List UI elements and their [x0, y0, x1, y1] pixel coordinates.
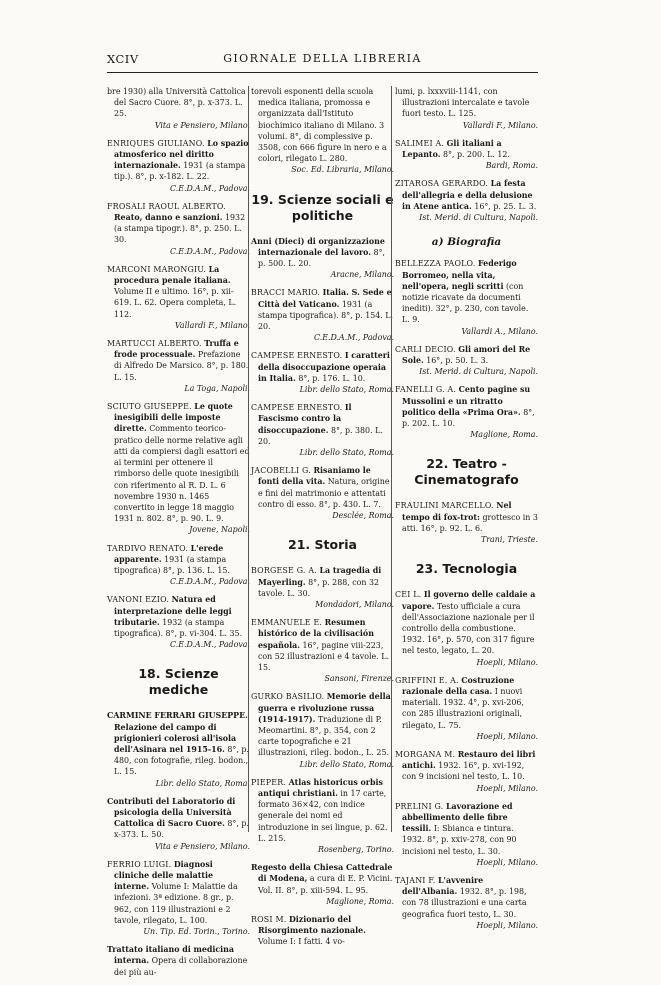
bibliography-entry	[107, 859, 250, 937]
entry-publisher: Hoepli, Milano.	[476, 657, 538, 667]
entry-publisher: Vita e Pensiero, Milano.	[154, 841, 250, 851]
bibliography-entry	[251, 777, 394, 855]
entry-details: 16°, pagine viii-223, con 52 illustrazioni e 4 tavole. L. 15.	[258, 640, 389, 672]
entry-text	[107, 401, 250, 524]
bibliography-entry	[107, 594, 250, 650]
entry-publisher: Maglione, Roma.	[470, 430, 538, 440]
bibliography-entry	[395, 875, 538, 931]
entry-text	[107, 338, 250, 383]
entry-text	[251, 86, 394, 164]
entry-text	[251, 617, 394, 673]
entry-title: Le quote inesigibili delle imposte dirette.	[114, 402, 233, 434]
entry-publisher: C.E.D.A.M., Padova.	[169, 246, 250, 256]
entry-author: VANONI EZIO.	[107, 595, 170, 605]
entry-publisher: Hoepli, Milano.	[476, 920, 538, 930]
entry-publisher: C.E.D.A.M., Padova.	[313, 333, 394, 343]
entry-details: Volume I: Malattie da infezioni. 3ª edizione. 8 gr., p. 962, con 119 illustrazioni e 2 tavole, rilegato, L. 100.	[114, 882, 238, 925]
entry-details: torevoli esponenti della scuola medica italiana, promossa e organizzata dall'Istituto biochimico italiano di Milano. 3 volumi. 8°, di complessive p. 3508, con 666 figure in nero e a colori, rilegato L. 280.	[251, 87, 387, 164]
bibliography-entry	[251, 350, 394, 395]
entry-author: ROSI M.	[251, 914, 287, 924]
entry-author: FANELLI G. A.	[395, 385, 457, 395]
entry-details: 8°, p. 380. L. 20.	[258, 425, 383, 446]
bibliography-entry	[107, 944, 250, 978]
entry-author: MORGANA M.	[395, 749, 456, 759]
entry-author: MARTUCCI ALBERTO.	[107, 339, 202, 349]
bibliography-entry	[395, 86, 538, 131]
entry-author: TARDIVO RENATO.	[107, 543, 189, 553]
entry-title: L'erede apparente.	[114, 543, 224, 564]
entry-details: 8°, p. 288, con 32 tavole. L. 30.	[258, 577, 380, 598]
entry-text	[251, 777, 394, 844]
entry-title: Costruzione razionale della casa.	[402, 675, 515, 696]
entry-title: Il governo delle caldaie a vapore.	[402, 590, 536, 611]
entry-author: PRELINI G.	[395, 801, 444, 811]
entry-details: Testo ufficiale a cura dell'Associazione nazionale per il controllo della combustione. 1932. 16°, p. 570, con 317 figure nel testo, legato, L. 20.	[402, 601, 535, 656]
entry-publisher: Vallardi A., Milano.	[461, 326, 538, 336]
entry-publisher: Jovene, Napoli.	[189, 525, 250, 535]
entry-text	[107, 710, 250, 777]
bibliography-entry	[107, 201, 250, 257]
section-heading: 22. Teatro - Cinematografo	[414, 456, 519, 488]
entry-text	[251, 236, 394, 270]
entry-publisher: Bardi, Roma.	[485, 161, 538, 171]
entry-text	[251, 287, 394, 332]
entry-details: Volume II e ultimo. 16°, p. xii-619. L. 62. Opera completa, L. 112.	[114, 287, 237, 319]
bibliography-entry	[251, 691, 394, 769]
entry-title: La procedura penale italiana.	[114, 264, 231, 286]
entry-author: CEI L.	[395, 590, 422, 600]
entry-title: Lo spazio atmosferico nel diritto internazionale.	[114, 138, 249, 171]
section-heading: 19. Scienze sociali e politiche	[251, 191, 394, 223]
entry-publisher: Hoepli, Milano.	[476, 857, 538, 867]
entry-text	[395, 178, 538, 212]
entry-title: Natura ed interpretazione delle leggi tributarie.	[114, 595, 232, 627]
bibliography-entry	[395, 344, 538, 378]
entry-text	[395, 749, 538, 783]
entry-author: CAMPESE ERNESTO.	[251, 351, 343, 361]
bibliography-entry	[251, 565, 394, 610]
bibliography-entry	[395, 801, 538, 868]
bibliography-entry	[395, 384, 538, 440]
entry-author: EMMANUELE E.	[251, 618, 323, 628]
entry-details: 1931 (a stampa tipografica). 8°, p. 154. L. 20.	[258, 299, 394, 332]
entry-details: 8°, p. 500. L. 20.	[258, 247, 386, 269]
entry-text	[107, 201, 250, 246]
bibliography-entry	[251, 914, 394, 948]
bibliography-entry	[251, 86, 394, 176]
entry-title: CARMINE FERRARI GIUSEPPE. Relazione del campo di prigionieri colerosi all'isola dell'Asinara nel 1915-16.	[107, 711, 248, 754]
entry-details: 16°, p. 25. L. 3.	[474, 201, 537, 211]
entry-publisher: Libr. dello Stato, Roma.	[299, 759, 394, 769]
entry-author: SALIMEI A.	[395, 138, 445, 148]
entry-publisher: Hoepli, Milano.	[476, 783, 538, 793]
entry-text	[107, 543, 250, 577]
entry-publisher: Libr. dello Stato, Roma.	[155, 778, 250, 788]
entry-author: SCIUTO GIUSEPPE.	[107, 402, 192, 412]
entry-title: Italia. S. Sede e Città del Vaticano.	[258, 288, 392, 309]
entry-author: CARLI DECIO.	[395, 344, 456, 354]
entry-text	[251, 914, 394, 948]
entry-title: L'avvenire dell'Albania.	[402, 875, 484, 897]
bibliography-entry	[251, 862, 394, 907]
entry-title: Restauro dei libri antichi.	[402, 749, 536, 771]
bibliography-entry	[395, 675, 538, 742]
entry-details: Natura, origine e fini del matrimonio e attentati contro di esso. 8°, p. 430. L. 7.	[258, 477, 390, 509]
bibliography-entry	[395, 589, 538, 667]
entry-text	[395, 675, 538, 731]
entry-details: 8°, p. 176. L. 10.	[298, 373, 366, 383]
entry-author: FROSALI RAOUL ALBERTO.	[107, 201, 226, 211]
entry-text	[107, 796, 250, 841]
entry-title: Regesto della Chiesa Cattedrale di Modena,	[251, 863, 393, 884]
entry-publisher: Libr. dello Stato, Roma.	[299, 385, 394, 395]
column-divider	[391, 86, 392, 832]
entry-title: Gli italiani a Lepanto.	[402, 138, 502, 160]
column-3	[395, 86, 538, 938]
entry-publisher: Sansoni, Firenze.	[324, 674, 394, 684]
entry-publisher: Hoepli, Milano.	[476, 731, 538, 741]
entry-title: I caratteri della disoccupazione operaia in Italia.	[258, 351, 390, 383]
entry-title: Federigo Borromeo, nella vita, nell'opera, negli scritti	[402, 259, 517, 291]
entry-publisher: Aracne, Milano.	[330, 270, 394, 280]
entry-publisher: Desclée, Roma.	[332, 511, 394, 521]
entry-text	[251, 862, 394, 896]
bibliography-entry	[107, 338, 250, 394]
entry-title: Resumen histórico de la civilisación española.	[258, 618, 374, 650]
entry-details: 1931 (a stampa tipografica) 8°, p. 136. L. 15.	[114, 554, 230, 575]
entry-title: La tragedia di Mayerling.	[258, 566, 382, 587]
entry-title: Memorie della guerra e rivoluzione russa (1914-1917).	[258, 692, 391, 724]
entry-title: Cento pagine su Mussolini e un ritratto politico della «Prima Ora».	[402, 385, 531, 417]
entry-title: La festa dell'allegria e della delusione in Atene antica.	[402, 179, 533, 211]
section-heading: 21. Storia	[288, 537, 357, 553]
entry-title: Trattato italiano di medicina interna.	[107, 945, 235, 966]
bibliography-entry	[107, 401, 250, 535]
entry-text	[107, 944, 250, 978]
bibliography-entry	[251, 287, 394, 343]
bibliography-entry	[251, 236, 394, 281]
bibliography-entry	[251, 402, 394, 458]
entry-publisher: Vallardi F., Milano.	[174, 320, 250, 330]
entry-text	[251, 565, 394, 599]
entry-details: 8°, p. 480, con fotografie, rileg. bodon., L. 15.	[114, 744, 249, 777]
entry-details: Traduzione di P. Meomartini. 8°, p. 354, con 2 carte topografiche e 21 illustrazioni, rileg. bodon., L. 25.	[258, 714, 389, 758]
column-divider	[248, 86, 249, 832]
entry-publisher: C.E.D.A.M., Padova.	[169, 183, 250, 193]
bibliography-entry	[395, 749, 538, 794]
entry-text	[395, 138, 538, 160]
entry-text	[107, 594, 250, 639]
entry-details: Volume I: I fatti. 4 vo-	[258, 937, 345, 947]
entry-text	[395, 589, 538, 656]
entry-publisher: Vita e Pensiero, Milano.	[154, 120, 250, 130]
bibliography-entry	[395, 178, 538, 223]
bibliography-entry	[107, 86, 250, 131]
entry-details: 1932 (a stampa tipografica). 8°, p. vi-304. L. 35.	[114, 617, 243, 638]
column-1	[107, 86, 250, 985]
entry-title: Il Fascismo contro la disoccupazione.	[258, 403, 352, 435]
entry-publisher: Maglione, Roma.	[326, 896, 394, 906]
entry-details: lumi, p. lxxxviii-1141, con illustrazioni intercalate e tavole fuori testo. L. 125.	[395, 87, 530, 119]
entry-publisher: Mondadori, Milano.	[315, 599, 394, 609]
entry-details: I nuovi materiali. 1932. 4°, p. xvi-206, con 285 illustrazioni originali, rilegato, L. 75.	[402, 686, 524, 730]
section-heading: 18. Scienze mediche	[138, 666, 219, 698]
entry-details: 1932. 8°, p. 198, con 78 illustrazioni e una carta geografica fuori testo, L. 30.	[402, 887, 527, 919]
entry-text	[395, 500, 538, 534]
bibliography-entry	[107, 138, 250, 194]
entry-author: GURKO BASILIO.	[251, 692, 325, 702]
entry-details: a cura di E. P. Vicini. Vol. II. 8°, p. xiii-594. L. 95.	[258, 874, 393, 895]
entry-author: BORGESE G. A.	[251, 566, 317, 576]
entry-title: Gli amori del Re Sole.	[402, 344, 531, 366]
entry-title: Reato, danno e sanzioni.	[114, 213, 223, 223]
entry-author: JACOBELLI G.	[251, 466, 311, 476]
entry-text	[251, 402, 394, 447]
entry-details: 1931 (a stampa tip.). 8°, p. x-182. L. 22.	[114, 161, 246, 182]
journal-title: GIORNALE DELLA LIBRERIA	[223, 52, 422, 65]
entry-details: 8°, p. 202. L. 10.	[402, 407, 535, 429]
entry-text	[251, 465, 394, 510]
entry-author: BELLEZZA PAOLO.	[395, 259, 476, 269]
page-header	[107, 52, 538, 68]
entry-title: Dizionario del Risorgimento nazionale.	[258, 914, 366, 936]
entry-title: Lavorazione ed abbellimento delle fibre tessili.	[402, 801, 513, 834]
bibliography-entry	[251, 617, 394, 684]
entry-details: 16°, p. 50. L. 3.	[426, 356, 489, 366]
entry-text	[395, 801, 538, 857]
entry-title: Diagnosi cliniche delle malattie interne.	[114, 859, 214, 892]
entry-details: (con notizie ricavate da documenti inediti). 32°, p. 230, con tavole. L. 9.	[402, 281, 529, 325]
entry-details: 8°, p. 200. L. 12.	[442, 150, 510, 160]
entry-publisher: Trani, Trieste.	[481, 535, 538, 545]
entry-publisher: Libr. dello Stato, Roma.	[299, 448, 394, 458]
entry-title: Truffa e frode processuale.	[114, 339, 239, 360]
entry-author: CAMPESE ERNESTO.	[251, 403, 343, 413]
entry-author: ENRIQUES GIULIANO.	[107, 138, 205, 148]
entry-details: 1932. 16°, p. xvi-192, con 9 incisioni nel testo, L. 10.	[402, 761, 525, 782]
header-rule	[107, 72, 538, 73]
entry-text	[395, 258, 538, 325]
bibliography-entry	[395, 138, 538, 172]
entry-text	[395, 384, 538, 429]
entry-details: bre 1930) alla Università Cattolica del Sacro Cuore. 8°, p. x-373. L. 25.	[107, 87, 246, 119]
entry-details: Opera di collaborazione dei più au-	[114, 956, 248, 977]
entry-title: Nel tempo di fox-trot:	[402, 501, 512, 522]
bibliography-entry	[107, 543, 250, 588]
bibliography-entry	[107, 796, 250, 852]
entry-title: Atlas historicus orbis antiqui christiani.	[258, 777, 383, 798]
subsection-heading: a) Biografia	[431, 236, 502, 249]
entry-publisher: La Toga, Napoli.	[184, 383, 250, 393]
entry-title: Risaniamo le fonti della vita.	[258, 466, 371, 487]
entry-author: MARCONI MARONGIU.	[107, 264, 207, 274]
page-number: XCIV	[107, 52, 139, 66]
entry-publisher: C.E.D.A.M., Padova.	[169, 577, 250, 587]
bibliography-entry	[251, 465, 394, 521]
entry-author: FRAULINI MARCELLO.	[395, 501, 494, 511]
entry-text	[395, 86, 538, 120]
entry-details: Commento teorico-pratico delle norme relative agli atti da compiersi dagli esattori ed ai termini per ottenere il rimborso delle quote inesigibili con riferimento al R. D. L. 6 novembre 1930 n. 1465 convertito in legge 18 maggio 1931 n. 802. 8°, p. 90. L. 9.	[114, 424, 250, 524]
entry-details: I: Sbianca e tintura. 1932. 8°, p. xxiv-278, con 90 incisioni nel testo, L. 30.	[402, 824, 517, 856]
bibliography-entry	[107, 710, 250, 788]
entry-author: GRIFFINI E. A.	[395, 675, 459, 685]
entry-text	[107, 859, 250, 926]
entry-text	[107, 86, 250, 120]
entry-text	[251, 350, 394, 384]
entry-publisher: Ist. Merid. di Cultura, Napoli.	[419, 213, 538, 223]
entry-details: 8°, p. x-373. L. 50.	[114, 819, 249, 840]
entry-details: in 17 carte, formato 36×42, con indice generale dei nomi ed introduzione in sei lingue, p. 62. L. 215.	[258, 788, 388, 843]
section-heading: 23. Tecnologia	[415, 561, 518, 577]
entry-text	[107, 264, 250, 320]
entry-details: grottesco in 3 atti. 16°, p. 92. L. 6.	[402, 512, 538, 533]
entry-title: Contributi del Laboratorio di psicologia della Università Cattolica di Sacro Cuore.	[107, 796, 236, 829]
entry-publisher: Soc. Ed. Libraria, Milano.	[291, 165, 394, 175]
entry-text	[395, 875, 538, 920]
entry-author: TAJANI F.	[395, 875, 436, 885]
entry-title: Anni (Dieci) di organizzazione internazionale del lavoro.	[251, 236, 385, 257]
entry-details: 1932 (a stampa tipogr.). 8°, p. 250. L. 30.	[114, 213, 246, 245]
bibliography-entry	[395, 258, 538, 336]
entry-publisher: Un. Tip. Ed. Torin., Torino.	[143, 927, 250, 936]
column-2	[251, 86, 394, 955]
entry-details: Prefazione di Alfredo De Marsico. 8°, p. 180. L. 15.	[114, 350, 249, 382]
entry-text	[107, 138, 250, 183]
bibliography-entry	[395, 500, 538, 545]
entry-publisher: Rosenberg, Torino.	[318, 844, 394, 854]
entry-author: FERRIO LUIGI.	[107, 859, 172, 869]
entry-publisher: Ist. Merid. di Cultura, Napoli.	[419, 367, 538, 377]
entry-author: ZITAROSA GERARDO.	[395, 179, 489, 189]
entry-author: BRACCI MARIO.	[251, 288, 321, 298]
entry-publisher: Vallardi F., Milano.	[462, 120, 538, 130]
bibliography-entry	[107, 264, 250, 331]
entry-text	[395, 344, 538, 366]
entry-text	[251, 691, 394, 758]
entry-author: PIEPER.	[251, 777, 287, 787]
entry-publisher: C.E.D.A.M., Padova.	[169, 640, 250, 650]
